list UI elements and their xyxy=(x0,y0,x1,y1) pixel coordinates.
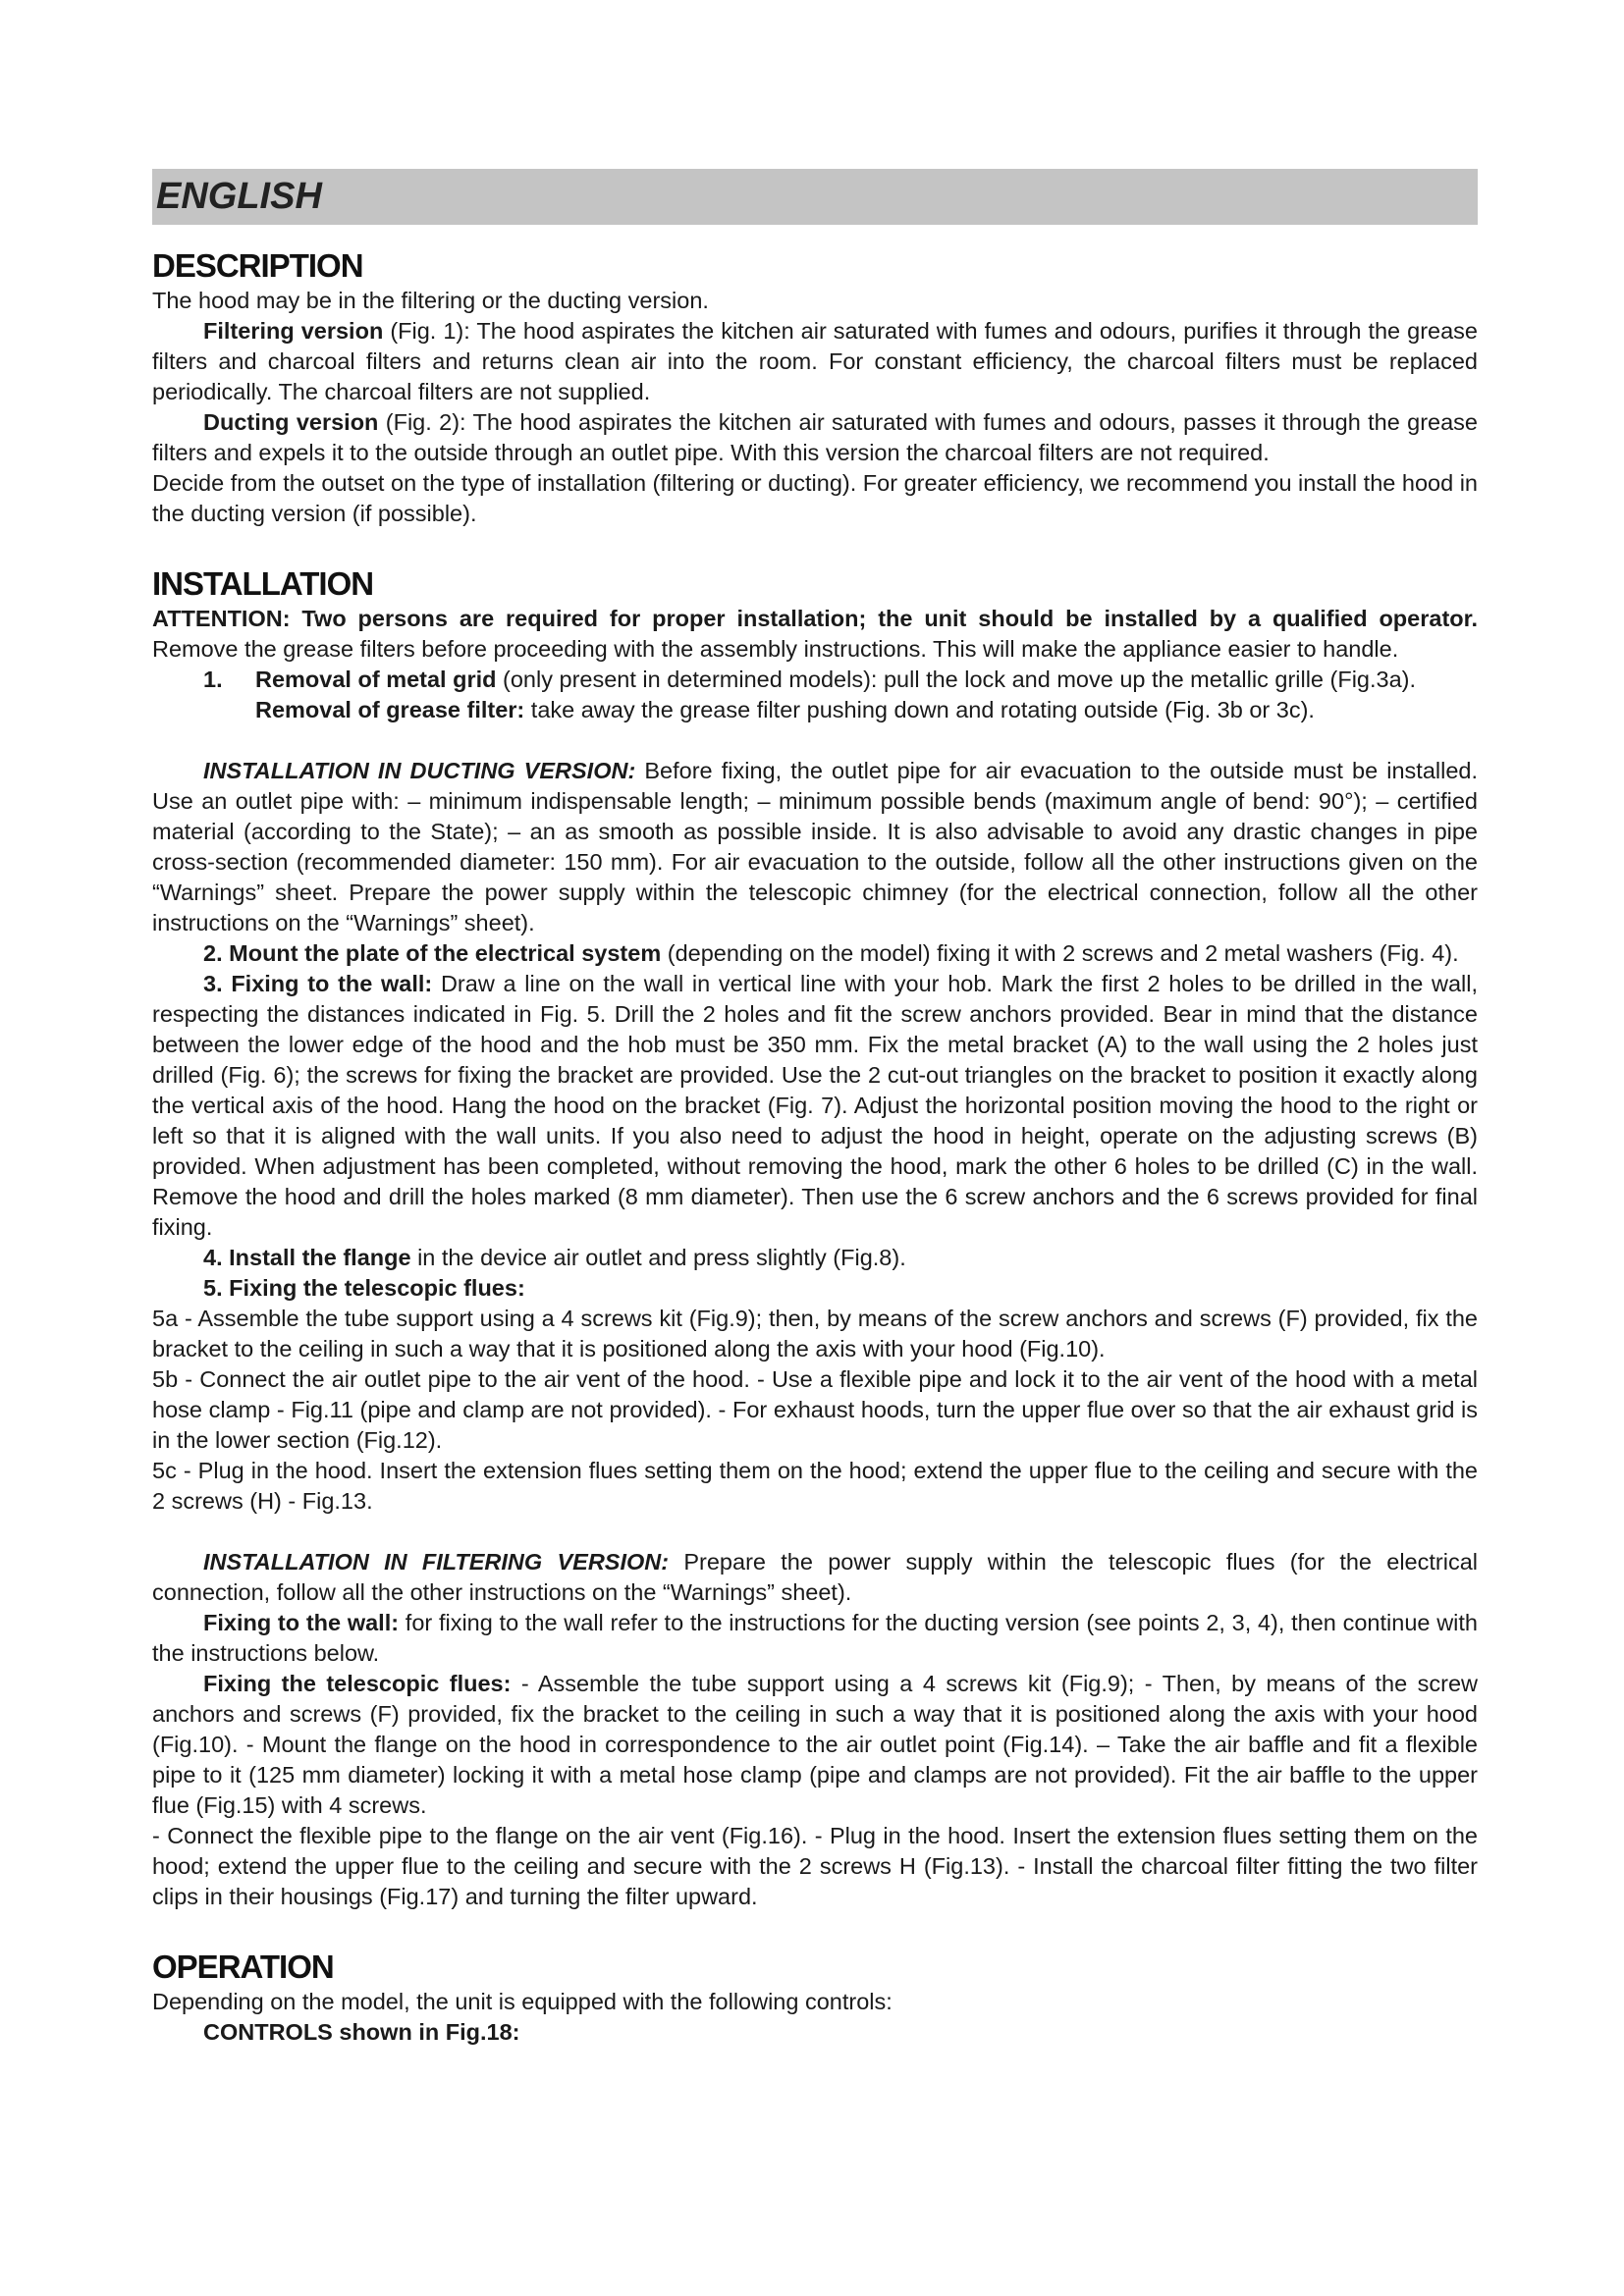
installation-section xyxy=(152,564,1478,1912)
step1-label: Removal of metal grid xyxy=(255,667,497,692)
ducting-install-label: INSTALLATION IN DUCTING VERSION: xyxy=(203,758,636,783)
decide-paragraph: Decide from the outset on the type of installation (filtering or ducting). For greater efficiency, we recommend you install the hood in the ducting version (if possible). xyxy=(152,470,1478,526)
fixflues-paragraph xyxy=(152,1669,1478,1821)
fixwall-text: for fixing to the wall refer to the instructions for the ducting version (see points 2, 3, 4), then continue with the instructions below. xyxy=(152,1610,1478,1666)
step4-paragraph xyxy=(152,1243,1478,1273)
description-heading: DESCRIPTION xyxy=(152,247,363,284)
fixwall-paragraph xyxy=(152,1608,1478,1669)
installation-heading: INSTALLATION xyxy=(152,565,374,602)
step1-text: (only present in determined models): pull the lock and move up the metallic grille (Fig.3a). xyxy=(496,667,1417,692)
step1-paragraph xyxy=(152,665,1478,695)
step5-paragraph xyxy=(152,1273,1478,1304)
connect-paragraph: - Connect the flexible pipe to the flange on the air vent (Fig.16). - Plug in the hood. Insert the extension flues setting them on the hood; extend the upper flue to the ceiling and secure with the 2 screws H (Fig.13). - Install the charcoal filter fitting the two filter clips in their housings (Fig.17) and turning the filter upward. xyxy=(152,1823,1478,1909)
language-title: ENGLISH xyxy=(156,176,322,217)
step1b-text: take away the grease filter pushing down and rotating outside (Fig. 3b or 3c). xyxy=(524,697,1315,722)
attention-label: ATTENTION: Two persons are required for proper installation; the unit should be installed by a qualified operator. xyxy=(152,606,1478,631)
operation-heading: OPERATION xyxy=(152,1949,334,1985)
filtering-install-label: INSTALLATION IN FILTERING VERSION: xyxy=(203,1549,670,1575)
step3-paragraph xyxy=(152,969,1478,1243)
description-intro: The hood may be in the filtering or the ducting version. xyxy=(152,288,709,313)
attention-paragraph xyxy=(152,604,1478,665)
filtering-install-text: Prepare the power supply within the telescopic flues (for the electrical connection, follow all the other instructions on the “Warnings” sheet). xyxy=(152,1549,1478,1605)
fixwall-label: Fixing to the wall: xyxy=(203,1610,400,1635)
step1-number: 1. xyxy=(203,667,223,692)
operation-section xyxy=(152,1948,1478,2048)
ducting-version-text: (Fig. 2): The hood aspirates the kitchen air saturated with fumes and odours, passes it through the grease filters and expels it to the outside through an outlet pipe. With this version the charcoal filters are not required. xyxy=(152,409,1478,465)
description-section xyxy=(152,246,1478,529)
step2-label: Mount the plate of the electrical system xyxy=(229,940,662,966)
filtering-install-paragraph xyxy=(152,1547,1478,1608)
step5a-paragraph: 5a - Assemble the tube support using a 4 screws kit (Fig.9); then, by means of the screw anchors and screws (F) provided, fix the bracket to the ceiling in such a way that it is positioned along the axis with your hood (Fig.10). xyxy=(152,1306,1478,1362)
attention-text: Remove the grease filters before proceeding with the assembly instructions. This will make the appliance easier to handle. xyxy=(152,636,1399,662)
step4-text: in the device air outlet and press slightly (Fig.8). xyxy=(410,1245,906,1270)
ducting-version-paragraph xyxy=(152,407,1478,468)
step1b-paragraph xyxy=(152,695,1478,725)
ducting-install-paragraph xyxy=(152,756,1478,938)
spacer xyxy=(152,1517,1478,1547)
step2-text: (depending on the model) fixing it with 2 screws and 2 metal washers (Fig. 4). xyxy=(661,940,1459,966)
document-page xyxy=(152,169,1478,2048)
controls-paragraph xyxy=(152,2017,1478,2048)
filtering-version-paragraph xyxy=(152,316,1478,407)
step3-text: Draw a line on the wall in vertical line with your hob. Mark the first 2 holes to be drilled in the wall, respecting the distances indicated in Fig. 5. Drill the 2 holes and fit the screw anchors provided. Bear in mind that the distance between the lower edge of the hood and the hob must be 350 mm. Fix the metal bracket (A) to the wall using the 2 holes just drilled (Fig. 6); the screws for fixing the bracket are provided. Use the 2 cut-out triangles on the bracket to position it exactly along the vertical axis of the hood. Hang the hood on the bracket (Fig. 7). Adjust the horizontal position moving the hood to the right or left so that it is aligned with the wall units. If you also need to adjust the hood in height, operate on the adjusting screws (B) provided. When adjustment has been completed, without removing the hood, mark the other 6 holes to be drilled (C) in the wall. Remove the hood and drill the holes marked (8 mm diameter). Then use the 6 screw anchors and the 6 screws provided for final fixing. xyxy=(152,971,1478,1240)
step2-number: 2. xyxy=(203,940,223,966)
step5b-paragraph: 5b - Connect the air outlet pipe to the air vent of the hood. - Use a flexible pipe and lock it to the air vent of the hood with a metal hose clamp - Fig.11 (pipe and clamp are not provided). - For exhaust hoods, turn the upper flue over so that the air exhaust grid is in the lower section (Fig.12). xyxy=(152,1366,1478,1453)
fixflues-text: - Assemble the tube support using a 4 screws kit (Fig.9); - Then, by means of the screw anchors and screws (F) provided, fix the bracket to the ceiling in such a way that it is positioned along the axis with your hood (Fig.10). - Mount the flange on the hood in correspondence to the air outlet point (Fig.14). – Take the air baffle and fit a flexible pipe to it (125 mm diameter) locking it with a metal hose clamp (pipe and clamps are not provided). Fit the air baffle to the upper flue (Fig.15) with 4 screws. xyxy=(152,1671,1478,1818)
step5c-paragraph: 5c - Plug in the hood. Insert the extension flues setting them on the hood; extend the upper flue to the ceiling and secure with the 2 screws (H) - Fig.13. xyxy=(152,1458,1478,1514)
filtering-version-label: Filtering version xyxy=(203,318,384,344)
filtering-version-text: (Fig. 1): The hood aspirates the kitchen air saturated with fumes and odours, purifies it through the grease filters and charcoal filters and returns clean air into the room. For constant efficiency, the charcoal filters must be replaced periodically. The charcoal filters are not supplied. xyxy=(152,318,1478,404)
operation-intro: Depending on the model, the unit is equipped with the following controls: xyxy=(152,1989,893,2014)
step1b-label: Removal of grease filter: xyxy=(255,697,525,722)
step2-paragraph xyxy=(152,938,1478,969)
step3-number: 3. xyxy=(203,971,223,996)
ducting-version-label: Ducting version xyxy=(203,409,379,435)
fixflues-label: Fixing the telescopic flues: xyxy=(203,1671,512,1696)
step5-label: 5. Fixing the telescopic flues: xyxy=(203,1275,525,1301)
language-header-bar xyxy=(152,169,1478,225)
step4-label: 4. Install the flange xyxy=(203,1245,411,1270)
controls-label: CONTROLS shown in Fig.18: xyxy=(203,2019,520,2045)
step3-label: Fixing to the wall: xyxy=(231,971,433,996)
spacer xyxy=(152,725,1478,756)
ducting-install-text: Before fixing, the outlet pipe for air evacuation to the outside must be installed. Use an outlet pipe with: – minimum indispensable length; – minimum possible bends (maximum angle of bend: 90°); – certified material (according to the State); – an as smooth as possible inside. It is also advisable to avoid any drastic changes in pipe cross-section (recommended diameter: 150 mm). For air evacuation to the outside, follow all the other instructions given on the “Warnings” sheet. Prepare the power supply within the telescopic chimney (for the electrical connection, follow all the other instructions on the “Warnings” sheet). xyxy=(152,758,1478,935)
